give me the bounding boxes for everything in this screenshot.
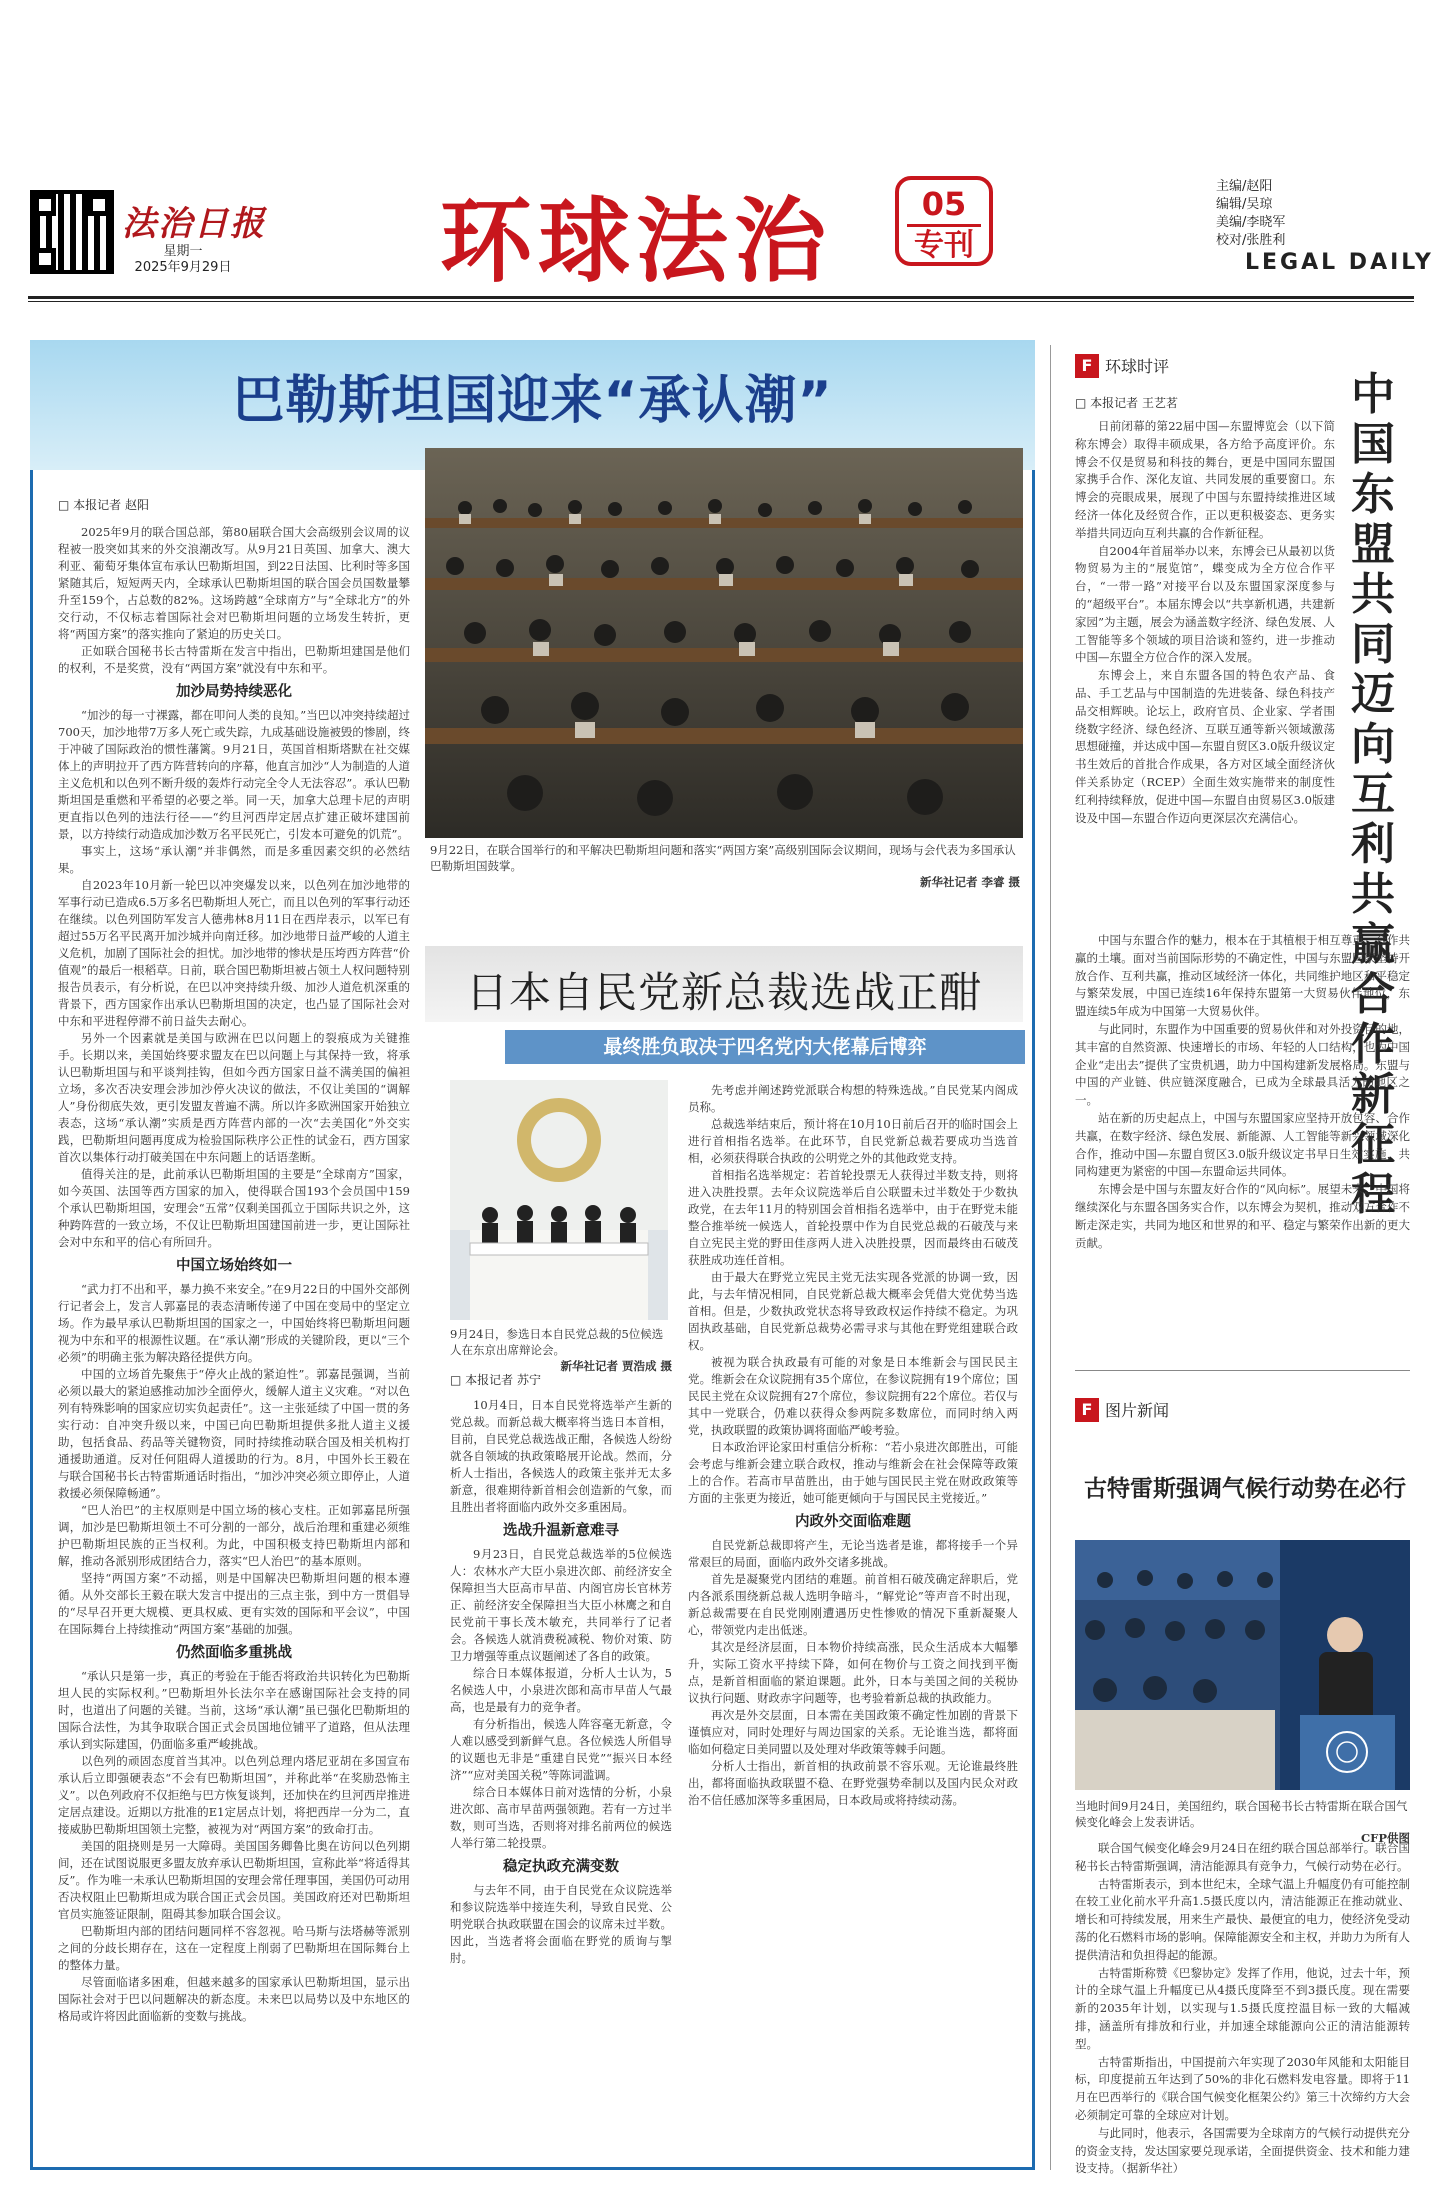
paragraph: 2025年9月的联合国总部，第80届联合国大会高级别会议周的议程被一股突如其来的外交浪潮改写。从9月21日英国、加拿大、澳大利亚、葡萄牙集体宣布承认巴勒斯坦国，到22日法国、比利时等多国紧随其后，短短两天内，全球承认巴勒斯坦国的联合国会员国数量攀升至159个，占总数的82%。这场跨越“全球南方”与“全球北方”的外交行动，不仅标志着国际社会对巴勒斯坦问题的立场发生转折，更将“两国方案”的落实推向了紧迫的历史关口。 — [58, 525, 410, 641]
section-divider — [1075, 1370, 1410, 1371]
caption-text: 当地时间9月24日，美国纽约，联合国秘书长古特雷斯在联合国气候变化峰会上发表讲话。 — [1075, 1799, 1408, 1829]
paper-name: 法治日报 — [122, 204, 266, 244]
section-title: 环球法治 — [440, 188, 833, 295]
paragraph: 值得关注的是，此前承认巴勒斯坦国的主要是“全球南方”国家，如今英国、法国等西方国家的加入，使得联合国193个会员国中159个承认巴勒斯坦国，安理会“五常”仅剩美国孤立于国际共识之外，这种跨阵营的一致立场，不仅让巴勒斯坦国建国前进一步，更让国际社会对中东和平的信心有所回升。 — [58, 1167, 410, 1249]
guterres-speech-photo — [1075, 1540, 1410, 1790]
qr-code — [30, 190, 114, 274]
credit-line: 校对/张胜利 — [1216, 233, 1286, 248]
paragraph: “武力打不出和平，暴力换不来安全。”在9月22日的中国外交部例行记者会上，发言人郭嘉昆的表态清晰传递了中国在变局中的坚定立场。作为最早承认巴勒斯坦国的国家之一，中国始终将巴勒斯坦问题视为中东和平的根源性议题。在“承认潮”形成的关键阶段，更以“三个必须”的明确主张为解决路径提供方向。 — [58, 1282, 410, 1364]
article3-headline: 中国东盟共同迈向互利共赢合作新征程 — [1351, 369, 1395, 1220]
paragraph: 与去年不同，由于自民党在众议院选举和参议院选举中接连失利，导致自民党、公明党联合执政联盟在国会的议席未过半数。因此，当选者将会面临在野党的质询与掣肘。 — [450, 1883, 672, 1965]
article3-body-top — [1075, 418, 1335, 928]
article3-body-bottom — [1075, 932, 1410, 1352]
caption-text: 9月22日，在联合国举行的和平解决巴勒斯坦问题和落实“两国方案”高级别国际会议期间，现场与会代表为多国承认巴勒斯坦国鼓掌。 — [430, 843, 1016, 873]
article3-reporter: □ 本报记者 王艺茗 — [1075, 396, 1178, 410]
column-name: 环球时评 — [1105, 357, 1170, 376]
issue-date — [128, 244, 238, 276]
paragraph: 中国与东盟合作的魅力，根本在于其植根于相互尊重、合作共赢的土壤。面对当前国际形势的不确定性，中国与东盟国家坚持开放合作、互利共赢，推动区域经济一体化，共同维护地区和平稳定与繁荣发展，中国已连续16年保持东盟第一大贸易伙伴地位，东盟连续5年成为中国第一大贸易伙伴。 — [1075, 933, 1410, 1019]
article1-photo-caption — [430, 842, 1020, 890]
paragraph: 古特雷斯称赞《巴黎协定》发挥了作用，他说，过去十年，预计的全球气温上升幅度已从4摄氏度降至不到3摄氏度。现在需要新的2035年计划，以实现与1.5摄氏度控温目标一致的大幅减排，涵盖所有排放和行业，并加速全球能源向公正的清洁能源转型。 — [1075, 1965, 1410, 2051]
paragraph: 中国的立场首先聚焦于“停火止战的紧迫性”。郭嘉昆强调，当前必须以最大的紧迫感推动加沙全面停火，缓解人道主义灾难。“对以色列有特殊影响的国家应切实负起责任”。这一主张延续了中国一贯的务实行动：自冲突升级以来，中国已向巴勒斯坦提供多批人道主义援助，包括食品、药品等关键物资，同时持续推动联合国及相关机构打通援助通道。反对任何阻碍人道援助的行为。8月，中国外长王毅在与联合国秘书长古特雷斯通话时指出，“加沙冲突必须立即停止，人道救援必须保障畅通”。 — [58, 1367, 410, 1500]
article1-body — [58, 524, 410, 2160]
paragraph: 另外一个因素就是美国与欧洲在巴以问题上的裂痕成为关键推手。长期以来，美国始终要求盟友在巴以问题上与其保持一致，将承认巴勒斯坦国与和平谈判挂钩，但如今西方国家日益不满美国的偏袒立场，多次否决安理会涉加沙停火决议的做法，不仅让美国的“调解人”身份彻底失效，更引发盟友普遍不满。所以许多欧洲国家开始独立表态，这场“承认潮”实质是西方阵营内部的一次“去美国化”外交实践，巴勒斯坦问题再度成为检验国际秩序公正性的试金石，西方国家首次以集体行动打破美国在中东问题上的话语垄断。 — [58, 1031, 410, 1164]
paragraph: 再次是外交层面，日本需在美国政策不确定性加剧的背景下谨慎应对，同时处理好与周边国家的关系。无论谁当选，都将面临如何稳定日美同盟以及处理对华政策等棘手问题。 — [688, 1708, 1018, 1756]
paragraph: 被视为联合执政最有可能的对象是日本维新会与国民民主党。维新会在众议院拥有35个席位，在参议院拥有19个席位；国民民主党在众议院拥有27个席位，参议院拥有22个席位。若仅与其中一党联合，仍难以获得众参两院多数席位，而同时纳入两党，执政联盟的政策协调将面临严峻考验。 — [688, 1355, 1018, 1437]
paragraph: 古特雷斯表示，到本世纪末，全球气温上升幅度仍有可能控制在较工业化前水平升高1.5摄氏度以内，清洁能源正在推动就业、增长和可持续发展，用来生产最快、最便宜的电力，使经济免受动荡的化石燃料市场的影响。保障能源安全和主权，并助力为所有人提供清洁和负担得起的能源。 — [1075, 1876, 1410, 1962]
credits — [1216, 178, 1285, 250]
article2-reporter: □ 本报记者 苏宁 — [450, 1373, 541, 1387]
press-conference-photo — [450, 1080, 668, 1320]
article4-headline: 古特雷斯强调气候行动势在必行 — [1084, 1476, 1406, 1502]
paragraph: 古特雷斯指出，中国提前六年实现了2030年风能和太阳能目标，印度提前五年达到了50%的非化石燃料发电容量。即将于11月在巴西举行的《联合国气候变化框架公约》第三十次缔约方大会必须制定可靠的全球应对计划。 — [1075, 2054, 1410, 2122]
subheading: 稳定执政充满变数 — [503, 1859, 619, 1875]
paragraph: 事实上，这场“承认潮”并非偶然，而是多重因素交织的必然结果。 — [58, 844, 410, 875]
paragraph: 巴勒斯坦内部的团结问题同样不容忽视。哈马斯与法塔赫等派别之间的分歧长期存在，这在一定程度上削弱了巴勒斯坦在国际舞台上的整体力量。 — [58, 1924, 410, 1972]
paragraph: 其次是经济层面，日本物价持续高涨，民众生活成本大幅攀升，实际工资水平持续下降，如何在物价与工资之间找到平衡点，是新首相面临的紧迫课题。此外，日本与美国之间的关税协议执行问题、财政赤字问题等，也考验着新总裁的执政能力。 — [688, 1640, 1018, 1705]
article2-headline: 日本自民党新总裁选战正酣 — [465, 968, 982, 1017]
header-divider — [28, 296, 1414, 299]
paragraph: 以色列的顽固态度首当其冲。以色列总理内塔尼亚胡在多国宣布承认后立即强硬表态“不会有巴勒斯坦国”，并称此举“在奖励恐怖主义”。以色列政府不仅拒绝与巴方恢复谈判，还加快在约旦河西岸推进定居点建设。近期以方批准的E1定居点计划，将把西岸一分为二，直接威胁巴勒斯坦国领土完整，被视为对“两国方案”的致命打击。 — [58, 1754, 410, 1836]
paragraph: 自2023年10月新一轮巴以冲突爆发以来，以色列在加沙地带的军事行动已造成6.5万多名巴勒斯坦人死亡，而且以色列的军事行动还在继续。以色列国防军发言人德弗林8月11日在西岸表示，以军已有超过55万名平民离开加沙城并向南迁移。加沙地带日益严峻的人道主义危机，加剧了国际社会的担忧。加沙地带的惨状是压垮西方阵营“价值观”的最后一根稻草。日前，联合国巴勒斯坦被占领土人权问题特别报告员表示，有分析说，在巴以冲突持续升级、加沙人道危机深重的背景下，西方国家作出承认巴勒斯坦国的决定，也凸显了国际社会对中东和平进程停滞不前日益失去耐心。 — [58, 878, 410, 1028]
paragraph: 站在新的历史起点上，中国与东盟国家应坚持开放包容、合作共赢，在数字经济、绿色发展、新能源、人工智能等新兴领域深化合作，推动中国—东盟自贸区3.0版升级议定书早日生效实施，共同构建更为紧密的中国—东盟命运共同体。 — [1075, 1110, 1410, 1179]
column-flag-icon: F — [1075, 354, 1099, 378]
edition-number: 05 — [907, 184, 981, 227]
paragraph: “承认只是第一步，真正的考验在于能否将政治共识转化为巴勒斯坦人民的实际权利。”巴勒斯坦外长法尔辛在感谢国际社会支持的同时，也道出了问题的关键。当前，这场“承认潮”虽已强化巴勒斯坦的国际合法性，为其争取联合国正式会员国地位铺平了道路，但从法理承认到实际建国，仍面临多重严峻挑战。 — [58, 1669, 410, 1751]
edition-badge — [895, 176, 993, 266]
caption-credit: 新华社记者 贾浩成 摄 — [560, 1359, 672, 1373]
paragraph: 分析人士指出，新首相的执政前景不容乐观。无论谁最终胜出，都将面临执政联盟不稳、在野党强势牵制以及国内民众对政治不信任感加深等多重困局，日本政局或将持续动荡。 — [688, 1759, 1018, 1807]
header-divider-thin — [28, 301, 1414, 302]
paragraph: 10月4日，日本自民党将选举产生新的党总裁。而新总裁大概率将当选日本首相，目前，自民党总裁选战正酣，各候选人纷纷就各自领域的执政策略展开论战。然而，分析人士指出，各候选人的政策主张并无太多新意，很难期待新首相会创造新的气象，而且胜出者将面临内政外交多重困局。 — [450, 1398, 672, 1514]
paragraph: 东博会是中国与东盟友好合作的“风向标”。展望未来，中国将继续深化与东盟各国务实合作，以东博会为契机，推动双方合作不断走深走实，共同为地区和世界的和平、稳定与繁荣作出新的更大贡献。 — [1075, 1182, 1410, 1250]
commentary-tag — [1075, 354, 1169, 380]
article1-reporter: □ 本报记者 赵阳 — [58, 498, 149, 512]
caption-credit: 新华社记者 李睿 摄 — [919, 875, 1020, 889]
credit-line: 主编/赵阳 — [1216, 179, 1273, 194]
paragraph: 由于最大在野党立宪民主党无法实现各党派的协调一致，因此，与去年情况相同，自民党新总裁大概率会凭借大党优势当选首相。但是，少数执政党状态将导致政权运作持续不稳定。为巩固执政基础，自民党新总裁势必需寻求与其他在野党组建联合政权。 — [688, 1270, 1018, 1352]
article2-photo-caption — [450, 1326, 672, 1374]
caption-text: 9月24日，参选日本自民党总裁的5位候选人在东京出席辩论会。 — [450, 1327, 664, 1357]
english-name: LEGAL DAILY — [1245, 250, 1434, 275]
paragraph: 有分析指出，候选人阵容毫无新意，令人难以感受到新鲜气息。各位候选人所倡导的议题也无非是“重建自民党”“振兴日本经济”“应对美国关税”等陈词滥调。 — [450, 1717, 672, 1782]
paragraph: 坚持“两国方案”不动摇，则是中国解决巴勒斯坦问题的根本遵循。从外交部长王毅在联大发言中提出的三点主张，到中方一贯倡导的“尽早召开更大规模、更具权威、更有实效的国际和平会议”，中国在国际舞台上持续推动“两国方案”基础的加强。 — [58, 1571, 410, 1636]
paragraph: 自2004年首届举办以来，东博会已从最初以货物贸易为主的“展览馆”，蝶变成为全方位合作平台，“一带一路”对接平台以及东盟国家深度参与的“超级平台”。本届东博会以“共享新机遇，共建新家园”为主题，展会为涵盖数字经济、绿色发展、人工智能等多个领域的项目洽谈和签约，进一步推动中国—东盟全方位合作的深入发展。 — [1075, 543, 1335, 665]
column-name: 图片新闻 — [1105, 1401, 1170, 1420]
credit-line: 编辑/吴琼 — [1216, 197, 1273, 212]
article2-subheadline: 最终胜负取决于四名党内大佬幕后博弈 — [505, 1030, 1025, 1064]
paragraph: 首相指名选举规定：若首轮投票无人获得过半数支持，则将进入决胜投票。去年众议院选举后自公联盟未过半数处于少数执政党，在去年11月的特别国会首相指名选举中，由于在野党未能整合推举统一候选人，首轮投票中作为自民党总裁的石破茂与来自立宪民主党的野田佳彦两人进入决胜投票，因而最终由石破茂获胜成功连任首相。 — [688, 1168, 1018, 1267]
paragraph: 尽管面临诸多困难，但越来越多的国家承认巴勒斯坦国，显示出国际社会对于巴以问题解决的新态度。未来巴以局势以及中东地区的格局或许将因此面临新的变数与挑战。 — [58, 1975, 410, 2023]
paragraph: 美国的阻挠则是另一大障碍。美国国务卿鲁比奥在访问以色列期间，还在试图说服更多盟友放弃承认巴勒斯坦国，宣称此举“将适得其反”。作为唯一未承认巴勒斯坦国的安理会常任理事国，美国仍可动用否决权阻止巴勒斯坦成为联合国正式会员国。美国政府还对巴勒斯坦官员实施签证限制，阻碍其参加联合国会议。 — [58, 1839, 410, 1921]
subheading: 内政外交面临难题 — [795, 1514, 911, 1530]
paragraph: 与此同时，东盟作为中国重要的贸易伙伴和对外投资目的地，其丰富的自然资源、快速增长的市场、年轻的人口结构，也为中国企业“走出去”提供了宝贵机遇，助力中国构建新发展格局。东盟与中国的产业链、供应链深度融合，已成为全球最具活力的地区之一。 — [1075, 1021, 1410, 1108]
paragraph: “巴人治巴”的主权原则是中国立场的核心支柱。正如郭嘉昆所强调，加沙是巴勒斯坦领土不可分割的一部分，战后治理和重建必须维护巴勒斯坦民族的正当权利。为此，中国积极支持巴勒斯坦内部和解，推动各派别形成团结合力，落实“巴人治巴”的基本原则。 — [58, 1503, 410, 1568]
un-assembly-photo — [425, 448, 1023, 838]
paragraph: 首先是凝聚党内团结的难题。前首相石破茂确定辞职后，党内各派系围绕新总裁人选明争暗斗，“解党论”等声音不时出现，新总裁需要在自民党刚刚遭遇历史性惨败的情况下重新凝聚人心，带领党内走出低迷。 — [688, 1572, 1018, 1637]
credit-line: 美编/李晓军 — [1216, 215, 1286, 230]
article2-body-col2 — [688, 1082, 1018, 2160]
subheading: 中国立场始终如一 — [176, 1258, 292, 1274]
column-flag-icon: F — [1075, 1398, 1099, 1422]
weekday: 星期一 — [163, 244, 203, 259]
paragraph: 正如联合国秘书长古特雷斯在发言中指出，巴勒斯坦建国是他们的权利，不是奖赏，没有“两国方案”就没有中东和平。 — [58, 644, 410, 675]
paragraph: 与此同时，他表示，各国需要为全球南方的气候行动提供充分的资金支持，发达国家要兑现承诺，全面提供资金、技术和能力建设支持。（据新华社） — [1075, 2125, 1410, 2176]
paragraph: 综合日本媒体报道，分析人士认为，5名候选人中，小泉进次郎和高市早苗人气最高，也是最有力的竞争者。 — [450, 1666, 672, 1714]
paragraph: 日前闭幕的第22届中国—东盟博览会（以下简称东博会）取得丰硕成果，各方给予高度评价。东博会不仅是贸易和科技的舞台，更是中国同东盟国家携手合作、深化友谊、共同发展的重要窗口。东博会的亮眼成果，展现了中国与东盟持续推进区域经济一体化及经贸合作，正以更积极姿态、更务实举措共同迈向互利共赢的合作新征程。 — [1075, 419, 1335, 540]
subheading: 选战升温新意难寻 — [503, 1523, 619, 1539]
column-separator — [1050, 345, 1051, 2170]
edition-type: 专刊 — [914, 228, 974, 263]
article2-body-col1 — [450, 1372, 672, 2162]
paragraph: 自民党新总裁即将产生，无论当选者是谁，都将接手一个异常艰巨的局面，面临内政外交诸多挑战。 — [688, 1538, 1018, 1569]
subheading: 仍然面临多重挑战 — [176, 1645, 292, 1661]
paragraph: 联合国气候变化峰会9月24日在纽约联合国总部举行。联合国秘书长古特雷斯强调，清洁能源具有竞争力，气候行动势在必行。 — [1075, 1841, 1410, 1873]
subheading: 加沙局势持续恶化 — [176, 684, 292, 700]
article4-photo-caption — [1075, 1798, 1410, 1846]
article4-body — [1075, 1840, 1410, 2176]
article1-headline: 巴勒斯坦国迎来“承认潮” — [232, 371, 833, 431]
photo-news-tag — [1075, 1398, 1169, 1424]
paragraph: 先考虑并阐述跨党派联合构想的特殊选战。”自民党某内阁成员称。 — [688, 1083, 1018, 1114]
paragraph: 日本政治评论家田村重信分析称：“若小泉进次郎胜出，可能会考虑与维新会建立联合政权，推动与维新会在社会保障等政策上的合作。若高市早苗胜出，由于她与国民民主党在财政政策等方面的主张更为接近，她可能更倾向于与国民民主党接近。” — [688, 1440, 1018, 1505]
paragraph: 东博会上，来自东盟各国的特色农产品、食品、手工艺品与中国制造的先进装备、绿色科技产品交相辉映。论坛上，政府官员、企业家、学者围绕数字经济、绿色经济、互联互通等新兴领域激荡思想碰撞，并达成中国—东盟自贸区3.0版升级议定书生效后的首批合作成果，各方对区域全面经济伙伴关系协定（RCEP）全面生效实施带来的制度性红利持续释放，促进中国—东盟自由贸易区3.0版建设及中国—东盟合作迈向更深层次充满信心。 — [1075, 668, 1335, 825]
caption-credit: CFP供图 — [1361, 1831, 1410, 1845]
paragraph: 9月23日，自民党总裁选举的5位候选人：农林水产大臣小泉进次郎、前经济安全保障担当大臣高市早苗、内阁官房长官林芳正、前经济安全保障担当大臣小林鹰之和自民党前干事长茂木敏充，共同举行了记者会。各候选人就消费税减税、物价对策、防卫力增强等重点议题阐述了各自的政策。 — [450, 1547, 672, 1663]
paragraph: 综合日本媒体日前对选情的分析，小泉进次郎、高市早苗两强领跑。若有一方过半数，则可当选，否则将对排名前两位的候选人举行第二轮投票。 — [450, 1785, 672, 1850]
paragraph: “加沙的每一寸裸露，都在叩问人类的良知。”当巴以冲突持续超过700天，加沙地带7万多人死亡或失踪，九成基础设施被毁的惨剧，终于冲破了国际政治的惯性藩篱。9月21日，英国首相斯塔默在社交媒体上的声明拉开了西方阵营转向的序幕，他直言加沙“人为制造的人道主义危机和以色列不断升级的轰炸行动完全令人无法容忍”。承认巴勒斯坦国是重燃和平希望的必要之举。同一天，加拿大总理卡尼的声明更直指以色列的违法行径——“约旦河西岸定居点扩建正破坏建国前景，以方持续行动造成加沙数万名平民死亡，引发本可避免的饥荒”。 — [58, 708, 410, 841]
date: 2025年9月29日 — [134, 260, 232, 275]
paragraph: 总裁选举结束后，预计将在10月10日前后召开的临时国会上进行首相指名选举。在此环节，自民党新总裁若要成功当选首相，必须获得联合执政的公明党之外的其他政党支持。 — [688, 1117, 1018, 1165]
